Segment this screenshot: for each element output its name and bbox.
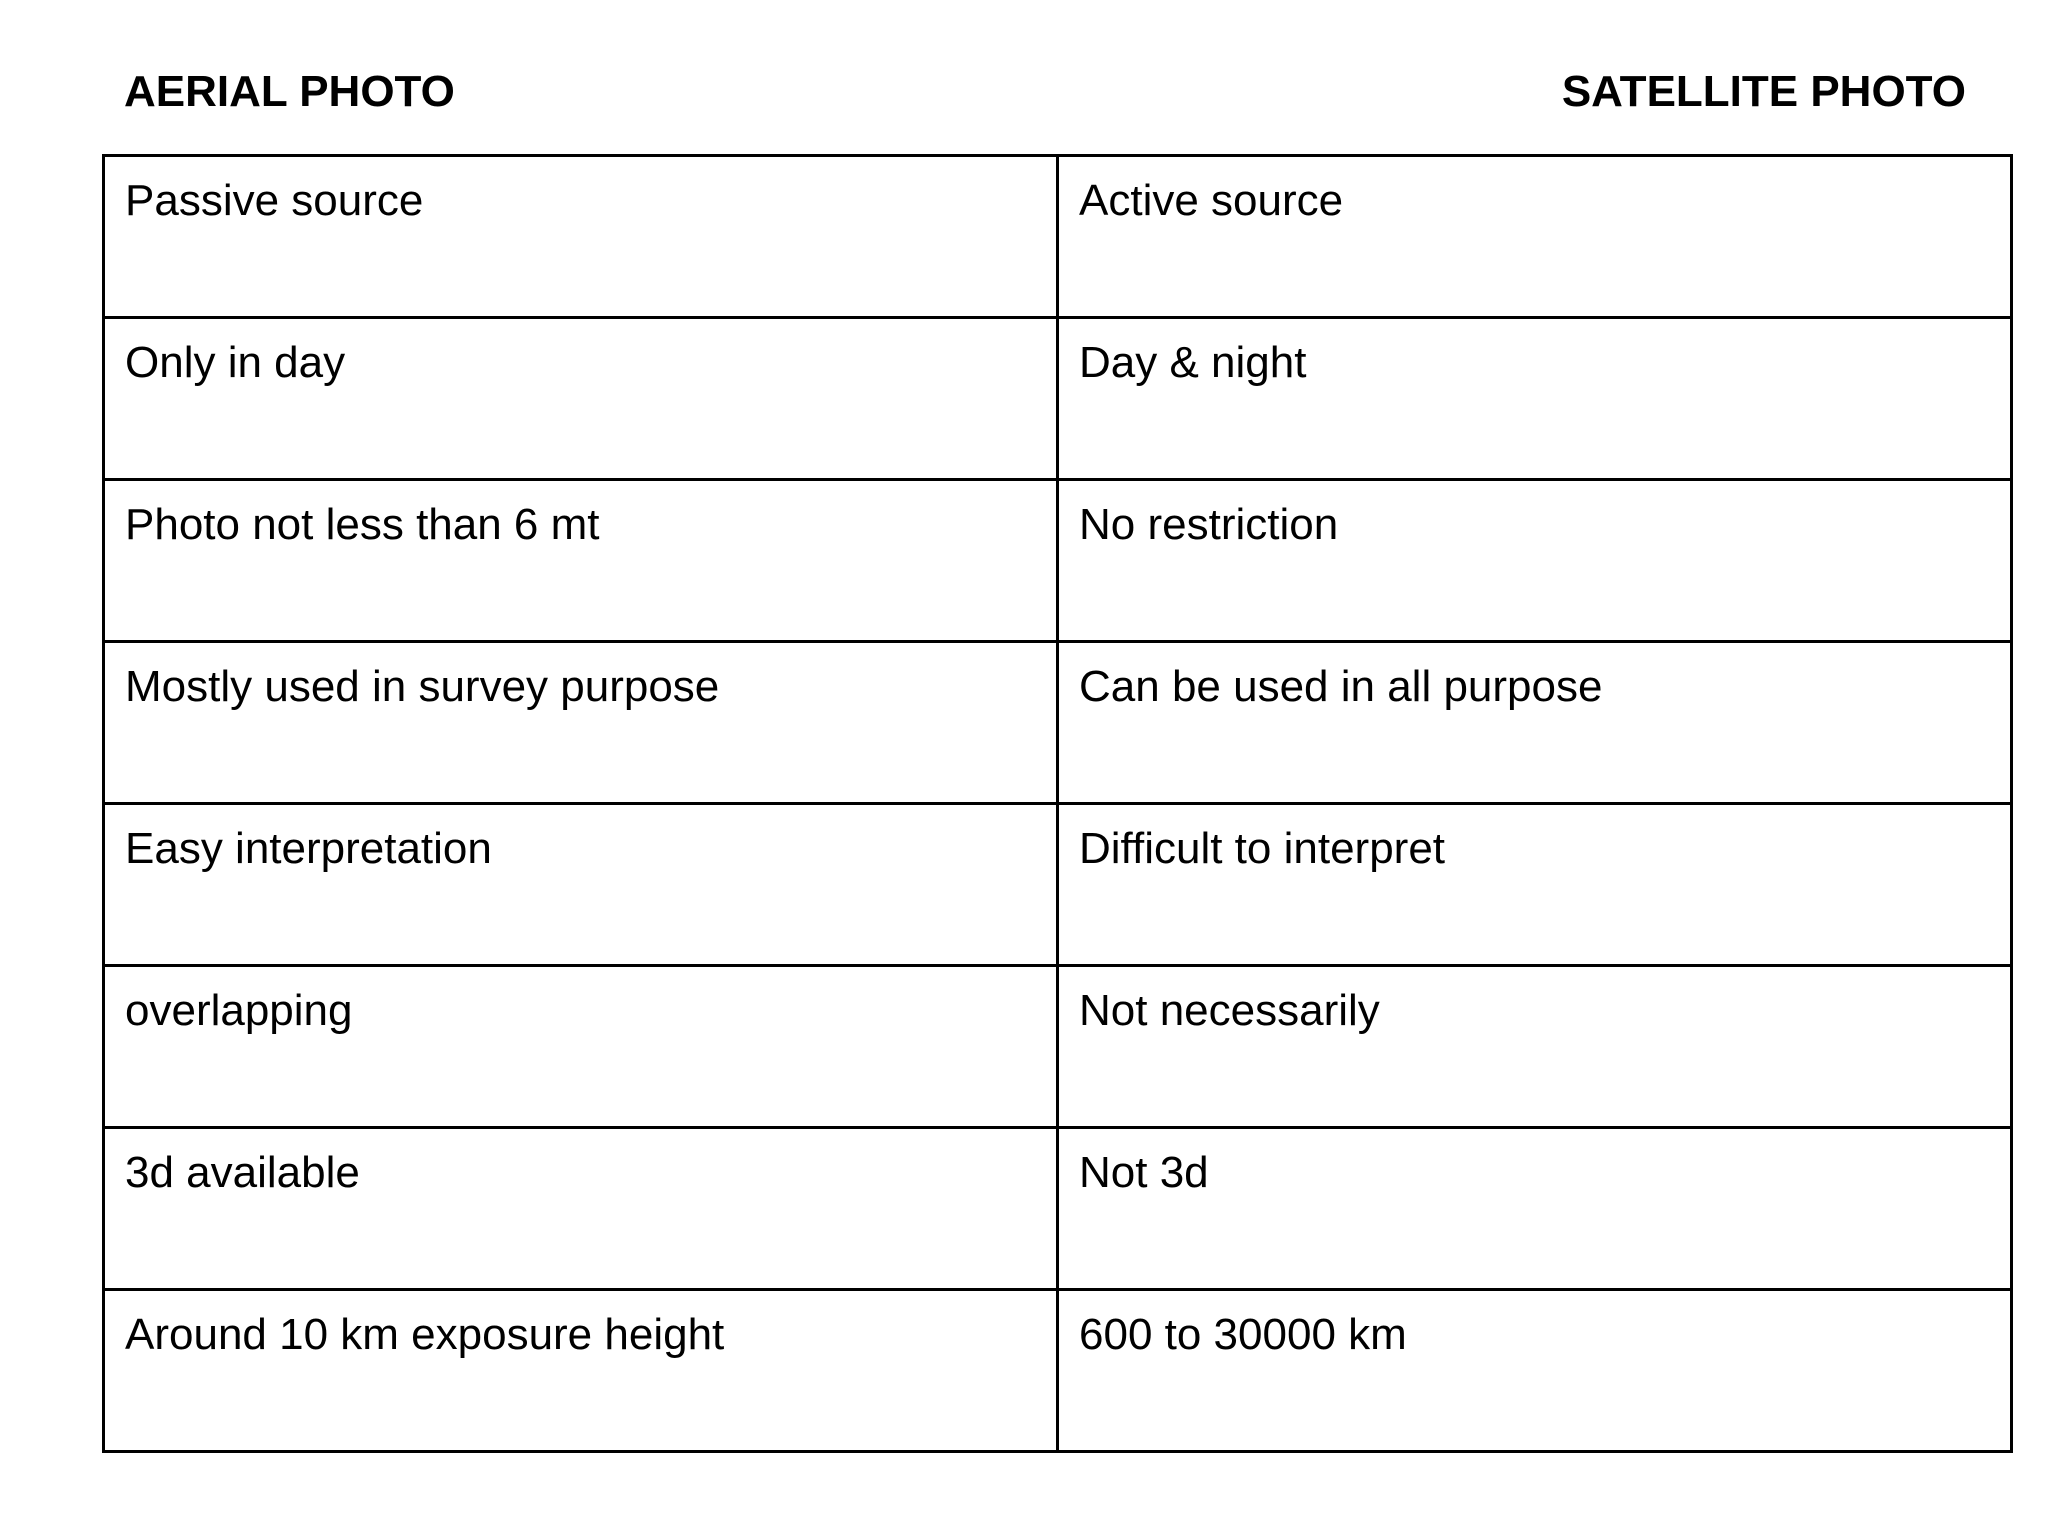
satellite-cell: Day & night xyxy=(1058,318,2012,480)
satellite-photo-heading: SATELLITE PHOTO xyxy=(1561,67,1966,116)
table-row xyxy=(104,804,2012,966)
satellite-cell: No restriction xyxy=(1058,480,2012,642)
table-header xyxy=(124,62,1966,122)
satellite-cell: Can be used in all purpose xyxy=(1058,642,2012,804)
satellite-cell: Difficult to interpret xyxy=(1058,804,2012,966)
aerial-cell: Mostly used in survey purpose xyxy=(104,642,1058,804)
satellite-cell: Active source xyxy=(1058,156,2012,318)
aerial-cell: Around 10 km exposure height xyxy=(104,1290,1058,1452)
table-row xyxy=(104,966,2012,1128)
table-row xyxy=(104,1290,2012,1452)
table-row xyxy=(104,480,2012,642)
aerial-cell: Passive source xyxy=(104,156,1058,318)
aerial-photo-heading: AERIAL PHOTO xyxy=(124,67,455,116)
aerial-cell: 3d available xyxy=(104,1128,1058,1290)
table-row xyxy=(104,156,2012,318)
satellite-cell: Not 3d xyxy=(1058,1128,2012,1290)
table-row xyxy=(104,642,2012,804)
comparison-table xyxy=(102,154,2013,1453)
aerial-cell: Photo not less than 6 mt xyxy=(104,480,1058,642)
satellite-cell: 600 to 30000 km xyxy=(1058,1290,2012,1452)
table-row xyxy=(104,1128,2012,1290)
aerial-cell: overlapping xyxy=(104,966,1058,1128)
aerial-cell: Easy interpretation xyxy=(104,804,1058,966)
satellite-cell: Not necessarily xyxy=(1058,966,2012,1128)
table-row xyxy=(104,318,2012,480)
aerial-cell: Only in day xyxy=(104,318,1058,480)
